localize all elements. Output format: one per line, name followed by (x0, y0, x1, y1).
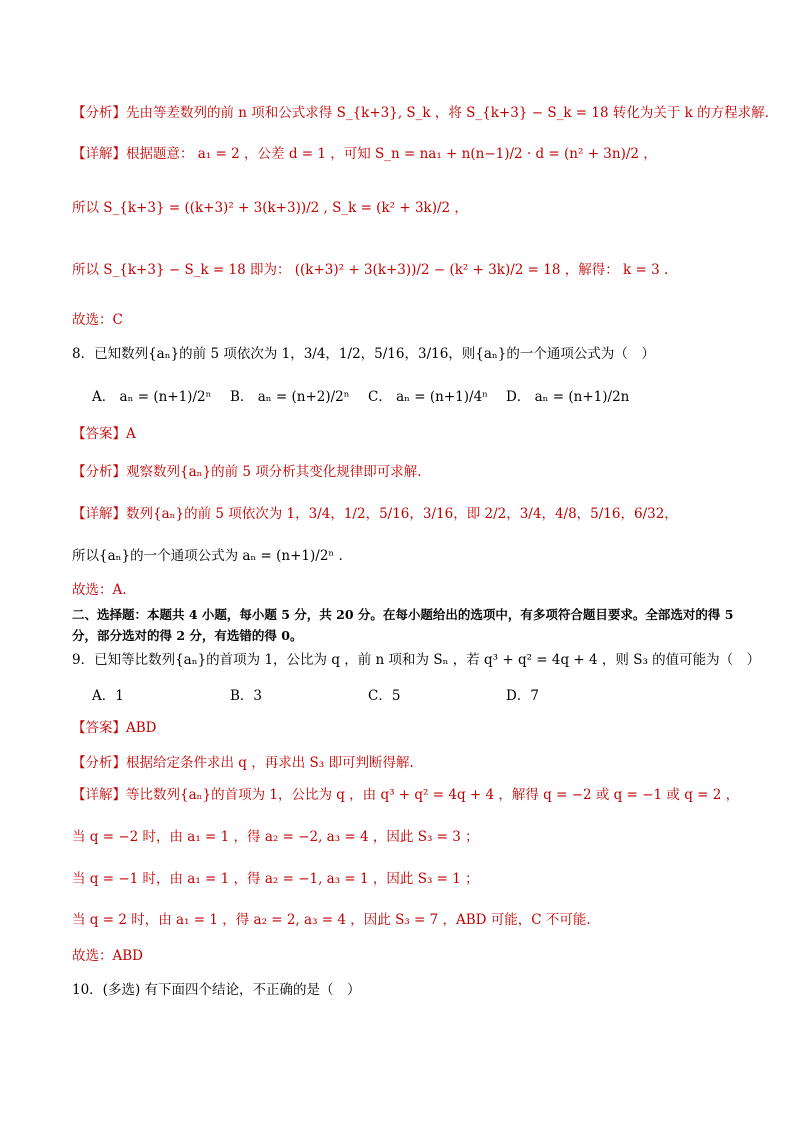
q9-detail-2 (72, 831, 734, 845)
analysis-tag: 【分析】 (72, 105, 126, 121)
q8-answer-value: A (126, 426, 136, 442)
q9-answer-value: ABD (126, 720, 157, 736)
detail-tag: 【详解】 (72, 506, 126, 522)
q7-detail-3-text: 所以 S_{k+3} − S_k = 18 即为： ((k+3)² + 3(k+3))/2 − (k² + 3k)/2 = 18 ，解得： k = 3 . (72, 262, 669, 278)
q8-option-a: A． aₙ = (n+1)/2ⁿ (92, 389, 212, 405)
q7-detail-2-text: 所以 S_{k+3} = ((k+3)² + 3(k+3))/2 , S_k = (k² + 3k)/2 ， (72, 200, 468, 216)
q7-choose-text: 故选：C (72, 312, 123, 328)
q9-option-b: B．3 (230, 688, 263, 704)
answer-tag: 【答案】 (72, 426, 126, 442)
detail-tag: 【详解】 (72, 787, 126, 803)
q8-analysis-text: 观察数列{aₙ}的前 5 项分析其变化规律即可求解. (126, 464, 422, 480)
q9-detail-2-text: 当 q = −2 时，由 a₁ = 1 ，得 a₂ = −2, a₃ = 4 ，因此 S₃ = 3 ； (72, 829, 479, 845)
q9-detail-1-text: 等比数列{aₙ}的首项为 1，公比为 q ，由 q³ + q² = 4q + 4 ，解得 q = −2 或 q = −1 或 q = 2 ， (126, 787, 740, 803)
q8-choose-text: 故选：A. (72, 582, 127, 598)
q7-analysis-text: 先由等差数列的前 n 项和公式求得 S_{k+3}, S_k ，将 S_{k+3} − S_k = 18 转化为关于 k 的方程求解. (126, 105, 769, 121)
analysis-tag: 【分析】 (72, 464, 126, 480)
q8-detail-1 (72, 508, 734, 522)
q9-analysis-text: 根据给定条件求出 q ，再求出 S₃ 即可判断得解. (126, 755, 414, 771)
q8-answer (72, 428, 734, 442)
detail-tag: 【详解】 (72, 146, 126, 162)
q9-answer (72, 722, 734, 736)
q8-detail-1-text: 数列{aₙ}的前 5 项依次为 1，3/4，1/2，5/16，3/16，即 2/2，3/4，4/8，5/16，6/32， (126, 506, 678, 522)
q9-detail-4 (72, 914, 734, 928)
q9-choose (72, 950, 734, 964)
q8-stem (72, 348, 734, 362)
answer-tag: 【答案】 (72, 720, 126, 736)
q9-option-d: D．7 (506, 688, 539, 704)
q8-analysis (72, 466, 734, 480)
analysis-tag: 【分析】 (72, 755, 126, 771)
q7-detail-1-text: 根据题意： a₁ = 2 ，公差 d = 1 ，可知 S_n = na₁ + n(n−1)/2 · d = (n² + 3n)/2 ， (126, 146, 657, 162)
q9-detail-4-text: 当 q = 2 时，由 a₁ = 1 ，得 a₂ = 2, a₃ = 4 ，因此 S₃ = 7 ，ABD 可能，C 不可能. (72, 912, 591, 928)
q8-detail-2-text: 所以{aₙ}的一个通项公式为 aₙ = (n+1)/2ⁿ . (72, 548, 343, 564)
q9-stem-text: 9．已知等比数列{aₙ}的首项为 1，公比为 q ，前 n 项和为 Sₙ ，若 q³ + q² = 4q + 4 ，则 S₃ 的值可能为（ ） (72, 652, 761, 668)
q9-stem (72, 652, 761, 668)
q9-analysis (72, 757, 734, 771)
q9-options (92, 690, 734, 704)
q7-detail-3 (72, 264, 734, 278)
q8-options (92, 391, 734, 405)
q9-detail-3-text: 当 q = −1 时，由 a₁ = 1 ，得 a₂ = −1, a₃ = 1 ，因此 S₃ = 1 ； (72, 871, 479, 887)
q10-stem-text: 10．(多选) 有下面四个结论，不正确的是（ ） (72, 982, 361, 998)
q10-stem (72, 984, 734, 998)
section-2-heading: 二、选择题：本题共 4 小题，每小题 5 分，共 20 分。在每小题给出的选项中，有多项符合题目要求。全部选对的得 5 分，部分选对的得 2 分，有选错的得 0。 (72, 607, 734, 643)
q9-option-a: A．1 (92, 688, 124, 704)
q9-detail-3 (72, 873, 734, 887)
q9-detail-1 (72, 787, 740, 803)
q8-detail-2 (72, 550, 734, 564)
q9-option-c: C．5 (368, 688, 401, 704)
q7-choose (72, 314, 734, 328)
q7-detail-2 (72, 202, 734, 216)
q8-option-d: D． aₙ = (n+1)/2n (506, 389, 630, 405)
q8-option-b: B． aₙ = (n+2)/2ⁿ (230, 389, 350, 405)
q8-choose (72, 584, 734, 598)
q8-option-c: C． aₙ = (n+1)/4ⁿ (368, 389, 489, 405)
q9-choose-text: 故选：ABD (72, 948, 143, 964)
q8-stem-text: 8．已知数列{aₙ}的前 5 项依次为 1，3/4，1/2，5/16，3/16，则{aₙ}的一个通项公式为（ ） (72, 346, 655, 362)
q7-analysis (72, 105, 769, 121)
q7-detail-1 (72, 148, 734, 162)
